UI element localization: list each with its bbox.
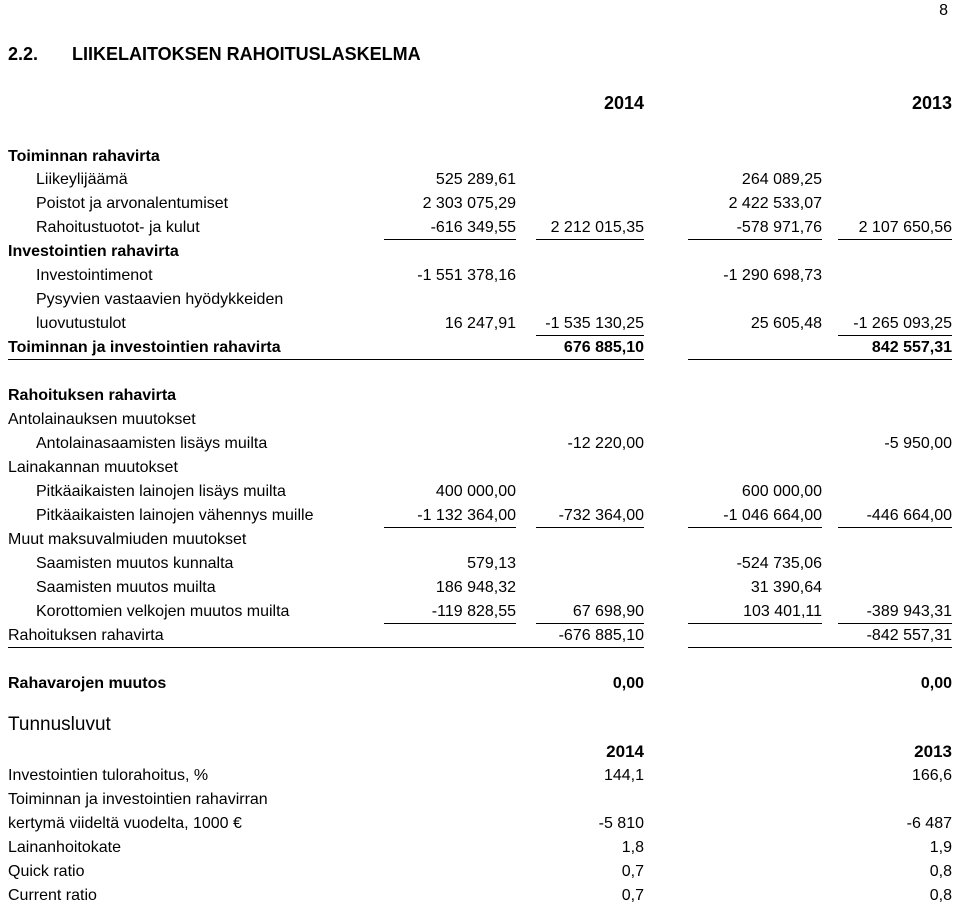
row-label: Liikeylijäämä	[36, 171, 128, 188]
rule-line	[536, 623, 644, 624]
ratio-value: 0,7	[621, 887, 644, 904]
section-number: 2.2.	[8, 44, 39, 64]
ratio-value: -6 487	[906, 815, 952, 832]
cell-c4: -446 664,00	[866, 507, 952, 524]
row-label: Lainakannan muutokset	[8, 459, 178, 476]
rule-line	[688, 623, 822, 624]
cell-c3: 25 605,48	[750, 315, 822, 332]
ratio-label: kertymä viideltä vuodelta, 1000 €	[8, 815, 242, 832]
section-heading	[8, 44, 421, 65]
year-header-previous: 2013	[911, 93, 952, 113]
cell-c1: 16 247,91	[444, 315, 516, 332]
row-label: Antolainasaamisten lisäys muilta	[36, 435, 268, 452]
year-header-current: 2014	[603, 93, 644, 113]
row-label: Toiminnan ja investointien rahavirta	[8, 339, 281, 356]
cell-c1: 186 948,32	[435, 579, 516, 596]
rule-line	[536, 527, 644, 528]
row-label: Saamisten muutos muilta	[36, 579, 216, 596]
cell-c3: -524 735,06	[736, 555, 822, 572]
ratio-value: 1,9	[929, 839, 952, 856]
ratios-year-current: 2014	[606, 742, 644, 761]
row-label: Toiminnan rahavirta	[8, 148, 160, 165]
cell-c4: -5 950,00	[884, 435, 952, 452]
row-label: Korottomien velkojen muutos muilta	[36, 603, 290, 620]
rule-line	[384, 623, 516, 624]
cell-c3: 264 089,25	[741, 171, 822, 188]
ratio-value: 0,7	[621, 863, 644, 880]
cell-c2: 67 698,90	[572, 603, 644, 620]
cell-c4: 842 557,31	[871, 339, 952, 356]
cell-c4: 2 107 650,56	[858, 219, 952, 236]
row-label: Investointimenot	[36, 267, 153, 284]
ratio-label: Investointien tulorahoitus, %	[8, 767, 209, 784]
rule-line	[838, 335, 952, 336]
ratio-value: 1,8	[621, 839, 644, 856]
cell-c3: -1 046 664,00	[723, 507, 822, 524]
cell-c2: 0,00	[612, 675, 644, 692]
ratio-label: Toiminnan ja investointien rahavirran	[8, 791, 268, 808]
rule-line	[384, 239, 516, 240]
cell-c1: 525 289,61	[435, 171, 516, 188]
ratio-value: 144,1	[603, 767, 644, 784]
row-label: Poistot ja arvonalentumiset	[36, 195, 229, 212]
cell-c3: -1 290 698,73	[723, 267, 822, 284]
row-label: Pitkäaikaisten lainojen vähennys muille	[36, 507, 314, 524]
rule-line	[384, 527, 516, 528]
row-label: Rahoituksen rahavirta	[8, 387, 177, 404]
row-label: Rahoitustuotot- ja kulut	[36, 219, 200, 236]
rule-line	[536, 335, 644, 336]
cell-c2: -12 220,00	[567, 435, 644, 452]
rule-line	[838, 239, 952, 240]
row-label: Investointien rahavirta	[8, 243, 179, 260]
rule-line	[536, 239, 644, 240]
rule-line	[688, 359, 952, 360]
row-label: Rahoituksen rahavirta	[8, 627, 164, 644]
cell-c2: -676 885,10	[558, 627, 644, 644]
row-label: Pitkäaikaisten lainojen lisäys muilta	[36, 483, 286, 500]
rule-line	[688, 527, 822, 528]
ratio-value: 0,8	[929, 887, 952, 904]
row-label: luovutustulot	[36, 315, 126, 332]
ratio-value: 0,8	[929, 863, 952, 880]
cell-c1: -1 551 378,16	[417, 267, 516, 284]
cell-c3: -578 971,76	[736, 219, 822, 236]
rule-line	[688, 239, 822, 240]
cell-c4: -842 557,31	[866, 627, 952, 644]
cell-c1: 400 000,00	[435, 483, 516, 500]
ratio-value: -5 810	[598, 815, 644, 832]
cell-c1: 2 303 075,29	[422, 195, 516, 212]
cell-c2: 676 885,10	[563, 339, 644, 356]
rule-line	[838, 527, 952, 528]
row-label: Saamisten muutos kunnalta	[36, 555, 234, 572]
cell-c3: 600 000,00	[741, 483, 822, 500]
ratios-heading: Tunnusluvut	[8, 714, 111, 735]
cell-c2: -1 535 130,25	[545, 315, 644, 332]
row-label: Pysyvien vastaavien hyödykkeiden	[36, 291, 284, 308]
cell-c1: -616 349,55	[430, 219, 516, 236]
cell-c3: 31 390,64	[750, 579, 822, 596]
cell-c2: -732 364,00	[558, 507, 644, 524]
ratios-year-previous: 2013	[914, 742, 952, 761]
rule-line	[8, 647, 644, 648]
cell-c1: -119 828,55	[431, 603, 516, 620]
cell-c1: -1 132 364,00	[417, 507, 516, 524]
cell-c4: 0,00	[920, 675, 952, 692]
cell-c2: 2 212 015,35	[550, 219, 644, 236]
row-label: Rahavarojen muutos	[8, 675, 167, 692]
page-number: 8	[939, 2, 948, 19]
ratio-label: Quick ratio	[8, 863, 85, 880]
ratio-label: Lainanhoitokate	[8, 839, 121, 856]
rule-line	[688, 647, 952, 648]
rule-line	[8, 359, 644, 360]
cell-c3: 103 401,11	[743, 603, 822, 620]
cell-c1: 579,13	[467, 555, 516, 572]
rule-line	[838, 623, 952, 624]
ratio-value: 166,6	[911, 767, 952, 784]
section-title: LIIKELAITOKSEN RAHOITUSLASKELMA	[72, 44, 421, 64]
ratio-label: Current ratio	[8, 887, 97, 904]
row-label: Antolainauksen muutokset	[8, 411, 196, 428]
cell-c3: 2 422 533,07	[728, 195, 822, 212]
cell-c4: -389 943,31	[866, 603, 952, 620]
row-label: Muut maksuvalmiuden muutokset	[8, 531, 247, 548]
cell-c4: -1 265 093,25	[853, 315, 952, 332]
